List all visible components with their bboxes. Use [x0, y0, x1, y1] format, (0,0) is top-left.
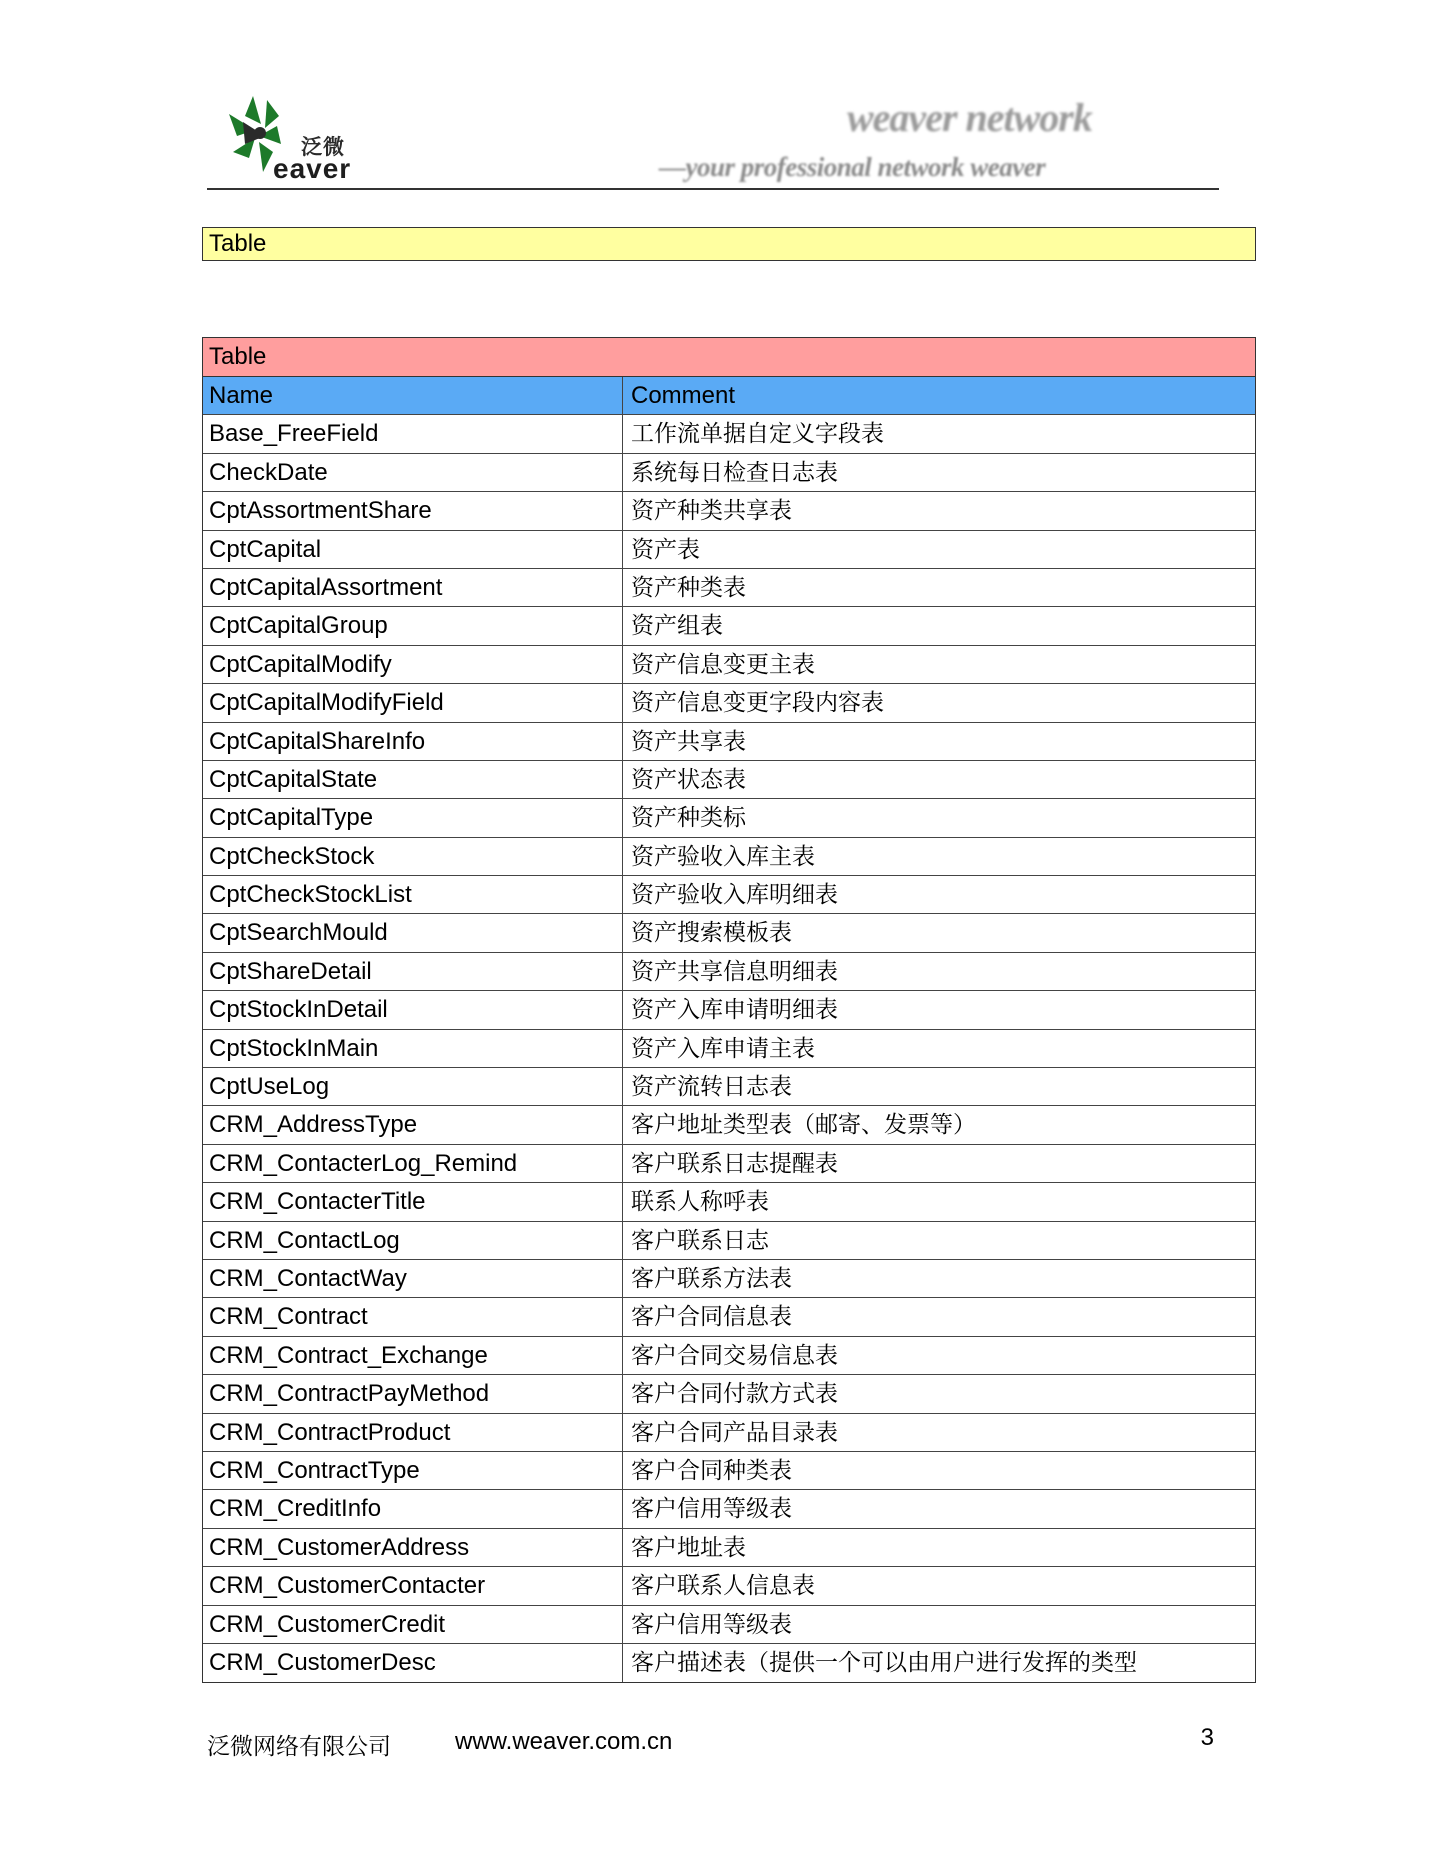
table-row: [203, 1452, 1255, 1490]
table-cell-comment: 客户描述表（提供一个可以由用户进行发挥的类型: [631, 1649, 1137, 1676]
table-cell-comment: 客户信用等级表: [631, 1496, 792, 1523]
table-cell-comment: 客户合同种类表: [631, 1457, 792, 1484]
table-cell-comment: 资产表: [631, 536, 700, 563]
table-cell-name: CRM_ContacterLog_Remind: [203, 1145, 623, 1182]
table-row: [203, 1529, 1255, 1567]
table-row: [203, 492, 1255, 530]
table-cell-comment: 资产共享信息明细表: [631, 958, 838, 985]
table-cell-comment: 客户合同交易信息表: [631, 1342, 838, 1369]
table-row: [203, 914, 1255, 952]
logo-chinese-text: 泛微: [301, 136, 345, 159]
table-cell-comment: 资产种类共享表: [631, 498, 792, 525]
table-cell-name: CptCapitalGroup: [203, 607, 623, 644]
table-row: [203, 684, 1255, 722]
slogan-subtitle: —your professional network weaver: [659, 152, 1046, 182]
table-body: [203, 415, 1255, 1682]
table-cell-comment: 客户地址类型表（邮寄、发票等）: [631, 1112, 976, 1139]
table-cell-name: CRM_ContacterTitle: [203, 1183, 623, 1220]
table-row: [203, 1222, 1255, 1260]
table-cell-name: CptCapitalModifyField: [203, 684, 623, 721]
table-row: [203, 646, 1255, 684]
table-cell-comment: 资产验收入库主表: [631, 843, 815, 870]
table-cell-name: CptCapitalAssortment: [203, 569, 623, 606]
table-row: [203, 876, 1255, 914]
table-cell-comment: 联系人称呼表: [631, 1189, 769, 1216]
table-cell-name: CRM_ContractProduct: [203, 1414, 623, 1451]
table-cell-comment: 客户信用等级表: [631, 1611, 792, 1638]
table-row: [203, 991, 1255, 1029]
table-cell-comment: 资产信息变更主表: [631, 651, 815, 678]
table-cell-comment: 工作流单据自定义字段表: [631, 421, 884, 448]
footer-company: 泛微网络有限公司: [207, 1734, 391, 1760]
table-cell-name: CptCheckStockList: [203, 876, 623, 913]
table-cell-name: CRM_CustomerAddress: [203, 1529, 623, 1566]
table-cell-comment: 资产搜索模板表: [631, 920, 792, 947]
page-footer: [207, 1724, 1219, 1768]
table-cell-name: CptCapitalType: [203, 799, 623, 836]
table-row: [203, 531, 1255, 569]
table-row: [203, 1030, 1255, 1068]
table-row: [203, 1644, 1255, 1682]
table-cell-name: CptCapitalModify: [203, 646, 623, 683]
table-cell-name: CptStockInDetail: [203, 991, 623, 1028]
table-row: [203, 953, 1255, 991]
table-cell-comment: 客户联系日志提醒表: [631, 1150, 838, 1177]
table-cell-comment: 资产状态表: [631, 766, 746, 793]
table-cell-comment: 资产信息变更字段内容表: [631, 690, 884, 717]
table-cell-name: CRM_ContactWay: [203, 1260, 623, 1297]
table-cell-name: CRM_Contract_Exchange: [203, 1337, 623, 1374]
table-cell-name: Base_FreeField: [203, 415, 623, 452]
column-header-comment: Comment: [631, 382, 736, 409]
weaver-logo: [215, 86, 375, 182]
table-list: [202, 337, 1256, 1683]
table-cell-comment: 客户地址表: [631, 1534, 746, 1561]
table-cell-name: CptCapitalState: [203, 761, 623, 798]
table-row: [203, 838, 1255, 876]
table-cell-comment: 客户联系人信息表: [631, 1573, 815, 1600]
table-row: [203, 1183, 1255, 1221]
table-row: [203, 1414, 1255, 1452]
table-cell-comment: 客户合同产品目录表: [631, 1419, 838, 1446]
table-cell-name: CRM_CustomerDesc: [203, 1644, 623, 1682]
page-number: 3: [1200, 1724, 1214, 1751]
table-cell-comment: 客户合同付款方式表: [631, 1381, 838, 1408]
table-cell-comment: 资产验收入库明细表: [631, 882, 838, 909]
table-cell-name: CptUseLog: [203, 1068, 623, 1105]
table-row: [203, 607, 1255, 645]
table-row: [203, 761, 1255, 799]
table-cell-name: CRM_Contract: [203, 1298, 623, 1335]
table-cell-name: CptShareDetail: [203, 953, 623, 990]
table-cell-name: CheckDate: [203, 454, 623, 491]
table-row: [203, 1068, 1255, 1106]
column-header-name: Name: [203, 377, 623, 414]
table-cell-name: CptCapitalShareInfo: [203, 723, 623, 760]
table-row: [203, 723, 1255, 761]
footer-url: www.weaver.com.cn: [455, 1728, 673, 1755]
page-header: [207, 80, 1219, 190]
table-row: [203, 454, 1255, 492]
table-cell-comment: 资产种类标: [631, 805, 746, 832]
table-row: [203, 1106, 1255, 1144]
table-row: [203, 1145, 1255, 1183]
section-title-bar: Table: [202, 227, 1256, 261]
table-cell-name: CRM_CustomerContacter: [203, 1567, 623, 1604]
table-row: [203, 1298, 1255, 1336]
table-cell-comment: 资产共享表: [631, 728, 746, 755]
table-cell-name: CptSearchMould: [203, 914, 623, 951]
table-cell-name: CptCapital: [203, 531, 623, 568]
table-cell-comment: 客户合同信息表: [631, 1304, 792, 1331]
logo-english-text: eaver: [273, 153, 352, 184]
table-cell-comment: 客户联系日志: [631, 1227, 769, 1254]
table-cell-name: CRM_ContactLog: [203, 1222, 623, 1259]
table-cell-name: CRM_ContractType: [203, 1452, 623, 1489]
table-cell-comment: 资产流转日志表: [631, 1074, 792, 1101]
table-row: [203, 1375, 1255, 1413]
slogan-title: weaver network: [847, 95, 1092, 140]
table-cell-comment: 资产种类表: [631, 574, 746, 601]
table-row: [203, 799, 1255, 837]
table-cell-name: CRM_ContractPayMethod: [203, 1375, 623, 1412]
table-cell-comment: 资产组表: [631, 613, 723, 640]
table-caption: Table: [203, 338, 1255, 377]
table-cell-name: CptCheckStock: [203, 838, 623, 875]
table-cell-name: CRM_AddressType: [203, 1106, 623, 1143]
table-row: [203, 1337, 1255, 1375]
table-row: [203, 415, 1255, 453]
table-header-row: [203, 377, 1255, 415]
table-cell-name: CRM_CreditInfo: [203, 1490, 623, 1527]
table-cell-comment: 客户联系方法表: [631, 1265, 792, 1292]
table-row: [203, 1606, 1255, 1644]
table-cell-name: CptStockInMain: [203, 1030, 623, 1067]
table-cell-comment: 资产入库申请明细表: [631, 997, 838, 1024]
table-row: [203, 1567, 1255, 1605]
table-cell-name: CptAssortmentShare: [203, 492, 623, 529]
table-cell-comment: 系统每日检查日志表: [631, 459, 838, 486]
table-row: [203, 569, 1255, 607]
table-row: [203, 1260, 1255, 1298]
table-cell-comment: 资产入库申请主表: [631, 1035, 815, 1062]
table-cell-name: CRM_CustomerCredit: [203, 1606, 623, 1643]
table-row: [203, 1490, 1255, 1528]
